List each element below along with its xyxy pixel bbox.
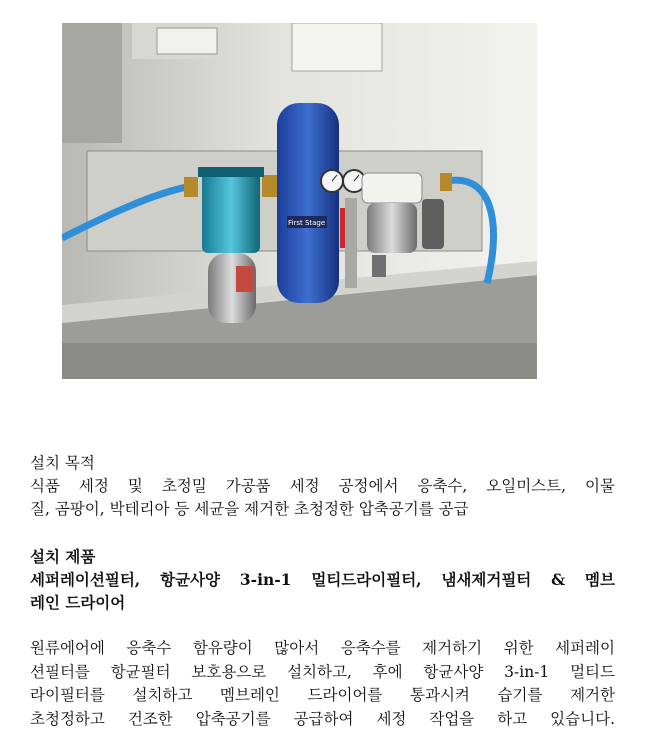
product-text-line: 세퍼레이션필터, 항균사양 3-in-1 멀티드라이필터, 냄새제거필터 & 멤브 <box>30 570 615 589</box>
installation-photo <box>62 23 537 379</box>
description-line: 초청정하고 건조한 압축공기를 공급하여 세정 작업을 하고 있습니다. <box>30 709 615 728</box>
description-line: 션필터를 항균필터 보호용으로 설치하고, 후에 항균사양 3-in-1 멀티드 <box>30 662 615 681</box>
filter-brand-label: First Stage <box>288 219 326 227</box>
purpose-heading: 설치 목적 <box>30 454 95 472</box>
installed-products-section <box>30 545 615 614</box>
description-paragraph <box>30 637 615 731</box>
purpose-text-line: 질, 곰팡이, 박테리아 등 세균을 제거한 초청정한 압축공기를 공급 <box>30 500 469 518</box>
description-line: 라이필터를 설치하고 멤브레인 드라이어를 통과시켜 습기를 제거한 <box>30 686 615 704</box>
installation-photo-drawing <box>62 23 537 379</box>
product-heading: 설치 제품 <box>30 547 96 566</box>
purpose-text-line: 식품 세정 및 초정밀 가공품 세정 공정에서 응축수, 오일미스트, 이물 <box>30 477 615 495</box>
product-text-line: 레인 드라이어 <box>30 593 126 612</box>
description-line: 원류에어에 응축수 함유량이 많아서 응축수를 제거하기 위한 세퍼레이 <box>30 639 615 657</box>
installation-purpose-section <box>30 452 615 521</box>
